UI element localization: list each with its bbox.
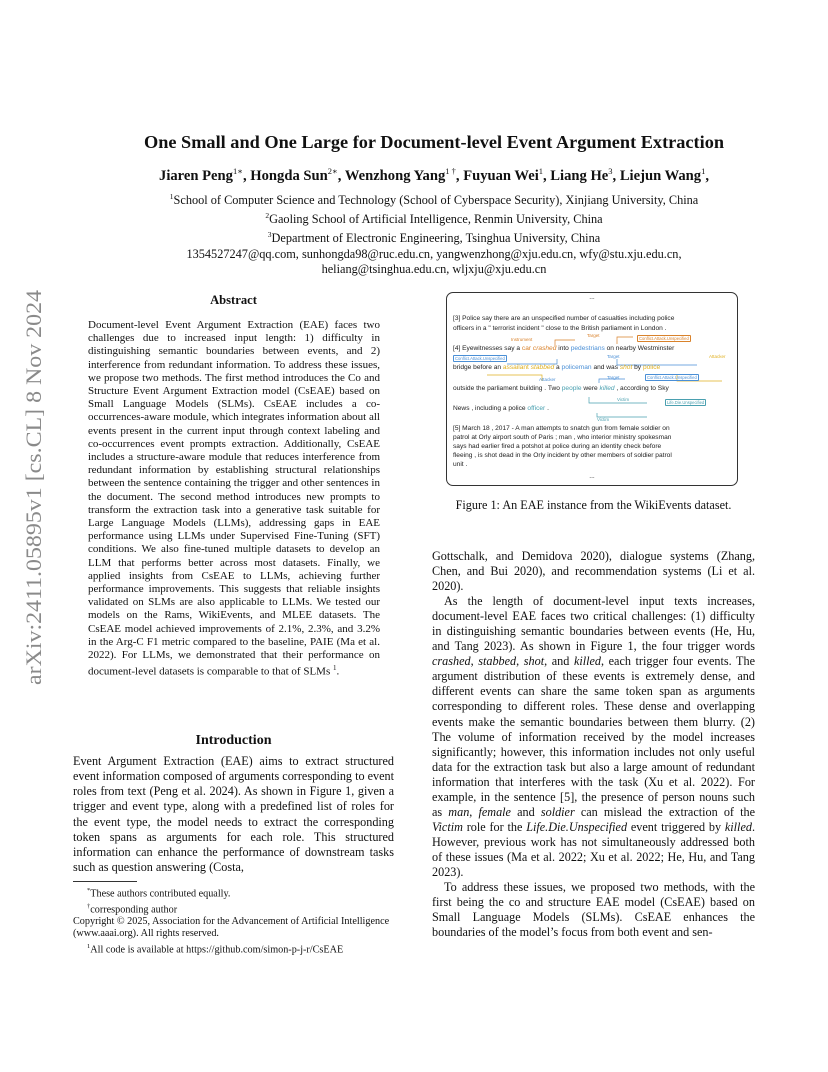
author: Liejun Wang$^1$,: [619, 166, 709, 184]
right-column-text: [432, 549, 755, 940]
ellipsis: ...: [589, 294, 595, 301]
footnote-rule: [73, 881, 137, 882]
footnote: *These authors contributed equally.: [87, 887, 231, 900]
figure-sentence: officers in a " terrorist incident " close to the British parliament in London .: [453, 325, 667, 332]
role-label: Attacker: [539, 377, 556, 382]
role-label: Instrument: [511, 337, 533, 342]
role-label: Target: [607, 375, 620, 380]
role-label: Attacker: [709, 354, 726, 359]
paragraph: As the length of document-level input texts increases, document-level EAE faces two critical challenges: (1) difficulty in distinguishing semantic boundaries between events (He, Hu, and Tang 2023). As shown in Figure 1, the four trigger words crashed, stabbed, shot, and killed, each trigger four events. The argument distribution of these events is extremely dense, and different events can share the same token span as arguments corresponding to different roles. These dense and overlapping events make the semantic boundaries between them blurry. (2) The volume of information received by the model increases significantly; however, this information includes not only useful data for the extraction task but also a large amount of redundant information that interferes with the task (Xu et al. 2022). For example, in the sentence [5], the presence of person nouns such as man, female and soldier can mislead the extraction of the Victim role for the Life.Die.Unspecified event triggered by killed. However, previous work has not simultaneously addressed both of these issues (Ma et al. 2022; Xu et al. 2022; He, Hu, and Tang 2023).: [432, 594, 756, 879]
figure-sentence: [3] Police say there are an unspecified number of casualties including police: [453, 315, 675, 322]
event-type-box: Conflict.Attack.Unspecified: [647, 375, 697, 380]
role-label: Victim: [597, 417, 610, 422]
figure-sentence: fleeing , is shot dead in the Orly incident by other members of soldier patrol: [453, 452, 672, 459]
copyright-notice: Copyright © 2025, Association for the Advancement of Artificial Intelligence (www.aaai.org). All rights reserved.: [73, 916, 390, 940]
role-label: Target: [587, 333, 600, 338]
footnote-mark: 1: [333, 664, 337, 673]
figure-sentence: News , including a police officer .: [453, 405, 549, 412]
author: Liang He$^3$,: [550, 166, 620, 184]
footnotes: [73, 885, 398, 956]
affiliation: $^2$Gaoling School of Artificial Intelligence, Renmin University, China: [265, 211, 603, 227]
arxiv-id: arXiv:2411.05895v1 [cs.CL] 8 Nov 2024: [21, 313, 46, 685]
email-line: 1354527247@qq.com, sunhongda98@ruc.edu.cn, yangwenzhong@xju.edu.cn, wfy@stu.xju.edu.cn,: [186, 246, 682, 261]
figure-sentence: unit .: [453, 461, 468, 468]
figure-sentence: says had earlier fired a potshot at police during an identity check before: [453, 443, 662, 450]
event-type-box: Conflict.Attack.Unspecified: [639, 336, 689, 341]
figure-caption: Figure 1: An EAE instance from the WikiEvents dataset.: [455, 498, 732, 512]
intro-heading: Introduction: [195, 733, 272, 748]
footnote: $^1$All code is available at https://github.com/simon-p-j-r/CsEAE: [87, 942, 344, 955]
arxiv-stamp: [18, 290, 48, 685]
author-list: [40, 166, 828, 185]
figure-sentence: [4] Eyewitnesses say a car crashed into pedestrians on nearby Westminster: [453, 345, 675, 352]
intro-paragraph: Event Argument Extraction (EAE) aims to extract structured event information composed of arguments corresponding to event roles from text (Peng et al. 2024). As shown in Figure 1, given a trigger and event type, along with a predefined list of roles for the event type, the model needs to extract the corresponding token spans as arguments for each role. This structured information can enhance the performance of downstream tasks such as question answering (Costa,: [73, 754, 394, 875]
author: Wenzhong Yang$^{1 \dagger}$,: [344, 166, 464, 184]
paper-title: One Small and One Large for Document-level Event Argument Extraction: [143, 132, 725, 152]
figure-sentence: [5] March 18 , 2017 - A man attempts to snatch gun from female soldier on: [453, 425, 670, 432]
author: Jiaren Peng$^{1∗}$,: [159, 166, 251, 184]
role-label: Victim: [617, 397, 630, 402]
event-type-box: Conflict.Attack.Unspecified: [455, 356, 505, 361]
paragraph: Gottschalk, and Demidova 2020), dialogue systems (Zhang, Chen, and Bui 2020), and recommendation systems (Li et al. 2020).: [432, 549, 755, 594]
figure-1: [446, 292, 738, 486]
paragraph: To address these issues, we proposed two methods, with the first being the co and structure EAE model (CsEAE) based on Small Language Models (SLMs). CsEAE enhances the boundaries of the model’s focus from both event and sen-: [432, 880, 755, 940]
author: Hongda Sun$^{2∗}$,: [250, 166, 345, 184]
author: Fuyuan Wei$^1$,: [463, 166, 551, 184]
abstract-heading: Abstract: [210, 293, 257, 307]
figure-sentence: patrol at Orly airport south of Paris ; man , who interior ministry spokesman: [453, 434, 672, 441]
affiliation: $^3$Department of Electronic Engineering, Tsinghua University, China: [267, 230, 601, 246]
email-line: heliang@tsinghua.edu.cn, wljxju@xju.edu.cn: [321, 261, 547, 276]
affiliation: $^1$School of Computer Science and Technology (School of Cyberspace Security), Xinjiang University, China: [169, 192, 699, 208]
figure-sentence: outside the parliament building . Two people were killed , according to Sky: [453, 385, 669, 392]
ellipsis: ...: [589, 473, 595, 480]
affiliations: [40, 189, 828, 277]
footnote: †corresponding author: [87, 902, 178, 915]
figure-sentence: bridge before an assailant stabbed a policeman and was shot by police: [453, 364, 661, 371]
abstract-body: Document-level Event Argument Extraction (EAE) faces two challenges due to increased input length: 1) difficulty in distinguishing semantic boundaries between events, and 2) interference from redundant information. To address these issues, we propose two methods. The first method introduces the Co and Structure Event Argument Extraction model (CsEAE) based on Small Language Models (SLMs). CsEAE includes a co-occurrences-aware module, which integrates information about all events present in the current input through context labeling and co-occurrences event prompts extraction. Additionally, CsEAE includes a structure-aware module that reduces interference from redundant information by establishing structural relationships between the sentence containing the trigger and other sentences in the document. The second method introduces new prompts to transform the extraction task into a generative task suitable for Large Language Models (LLMs), addressing gaps in EAE performance using LLMs under Supervised Fine-Tuning (SFT) conditions. We also fine-tuned multiple datasets to develop an LLM that performs better across most datasets. Finally, we applied insights from CsEAE to LLMs, achieving further performance improvements. This suggests that reliable insights validated on SLMs are also applicable to LLMs. We tested our models on the Rams, WikiEvents, and MLEE datasets. The CsEAE model achieved improvements of 2.1%, 2.3%, and 3.2% in the Arg-C F1 metric compared to the baseline, PAIE (Ma et al. 2022). For LLMs, we demonstrated that their performance on document-level datasets is comparable to that of SLMs $^1$.: [88, 319, 380, 678]
role-label: Target: [607, 354, 620, 359]
event-type-box: Life.Die.Unspecified: [667, 400, 705, 405]
